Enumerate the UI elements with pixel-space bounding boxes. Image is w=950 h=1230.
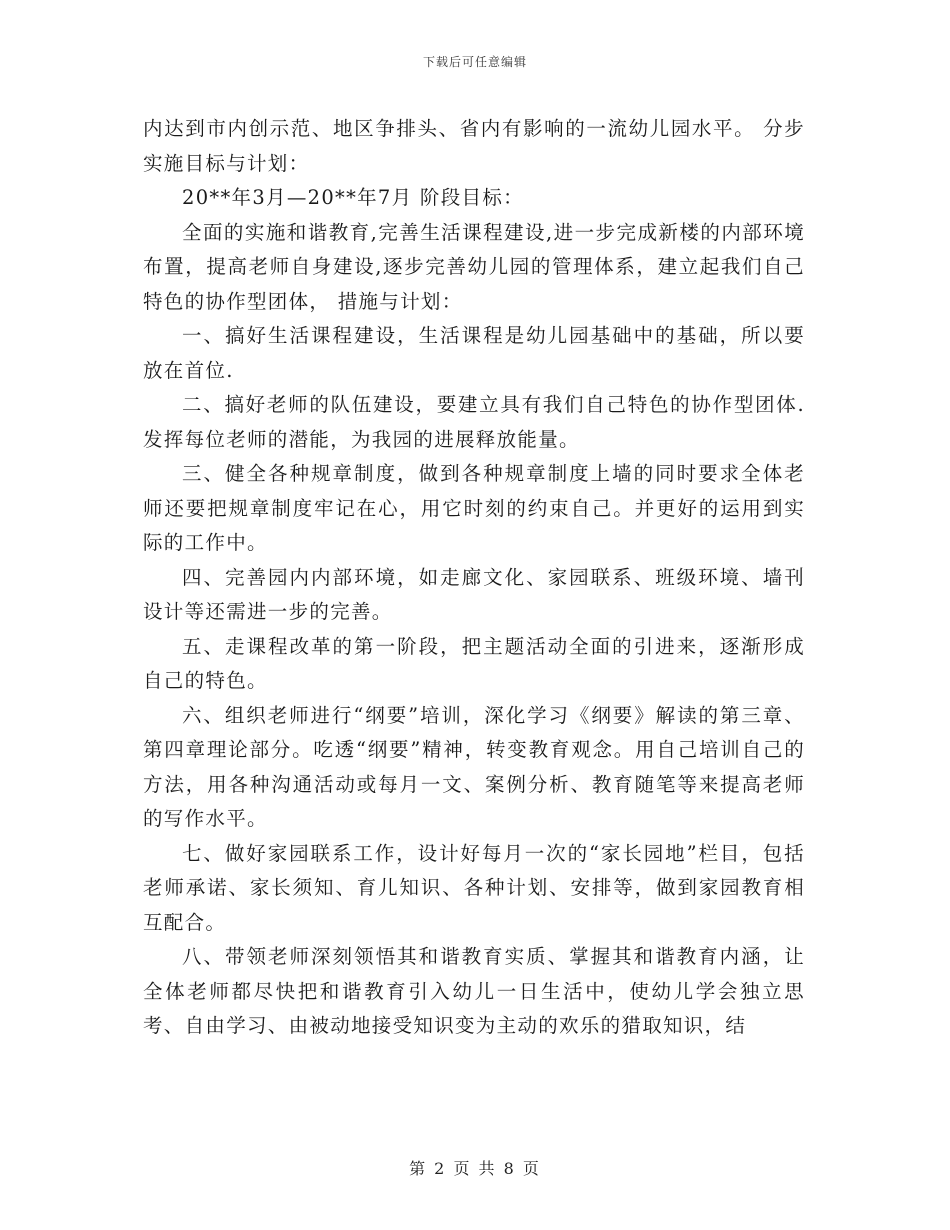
- document-body: [143, 112, 805, 1044]
- paragraph-item-7: 七、做好家园联系工作，设计好每月一次的“家长园地”栏目，包括老师承诺、家长须知、育儿知识、各种计划、安排等，做到家园教育相互配合。: [143, 841, 805, 934]
- page-header-note: 下载后可任意编辑: [422, 55, 527, 69]
- paragraph-item-2: 二、搞好老师的队伍建设，要建立具有我们自己特色的协作型团体.发挥每位老师的潜能，为我园的进展释放能量。: [143, 393, 805, 451]
- paragraph-item-4: 四、完善园内内部环境，如走廊文化、家园联系、班级环境、墙刊设计等还需进一步的完善。: [143, 565, 805, 623]
- paragraph-item-3: 三、健全各种规章制度，做到各种规章制度上墙的同时要求全体老师还要把规章制度牢记在心，用它时刻的约束自己。并更好的运用到实际的工作中。: [143, 462, 805, 554]
- paragraph-item-8: 八、带领老师深刻领悟其和谐教育实质、掌握其和谐教育内涵，让全体老师都尽快把和谐教育引入幼儿一日生活中，使幼儿学会独立思考、自由学习、由被动地接受知识变为主动的欢乐的猎取知识，结: [143, 945, 805, 1037]
- paragraph-overview: 全面的实施和谐教育,完善生活课程建设,进一步完成新楼的内部环境布置，提高老师自身建设,逐步完善幼儿园的管理体系，建立起我们自己特色的协作型团体， 措施与计划：: [143, 220, 805, 313]
- paragraph-continuation: 内达到市内创示范、地区争排头、省内有影响的一流幼儿园水平。 分步实施目标与计划：: [143, 117, 805, 175]
- paragraph-stage-goal: 20**年3月—20**年7月 阶段目标：: [182, 186, 524, 209]
- paragraph-item-6: 六、组织老师进行“纲要”培训，深化学习《纲要》解读的第三章、第四章理论部分。吃透“纲要”精神，转变教育观念。用自己培训自己的方法，用各种沟通活动或每月一文、案例分析、教育随笔等来提高老师的写作水平。: [143, 703, 805, 830]
- paragraph-item-5: 五、走课程改革的第一阶段，把主题活动全面的引进来，逐渐形成自己的特色。: [143, 634, 805, 692]
- paragraph-item-1: 一、搞好生活课程建设，生活课程是幼儿园基础中的基础，所以要放在首位.: [143, 324, 805, 382]
- page-number: 第 2 页 共 8 页: [409, 1159, 541, 1178]
